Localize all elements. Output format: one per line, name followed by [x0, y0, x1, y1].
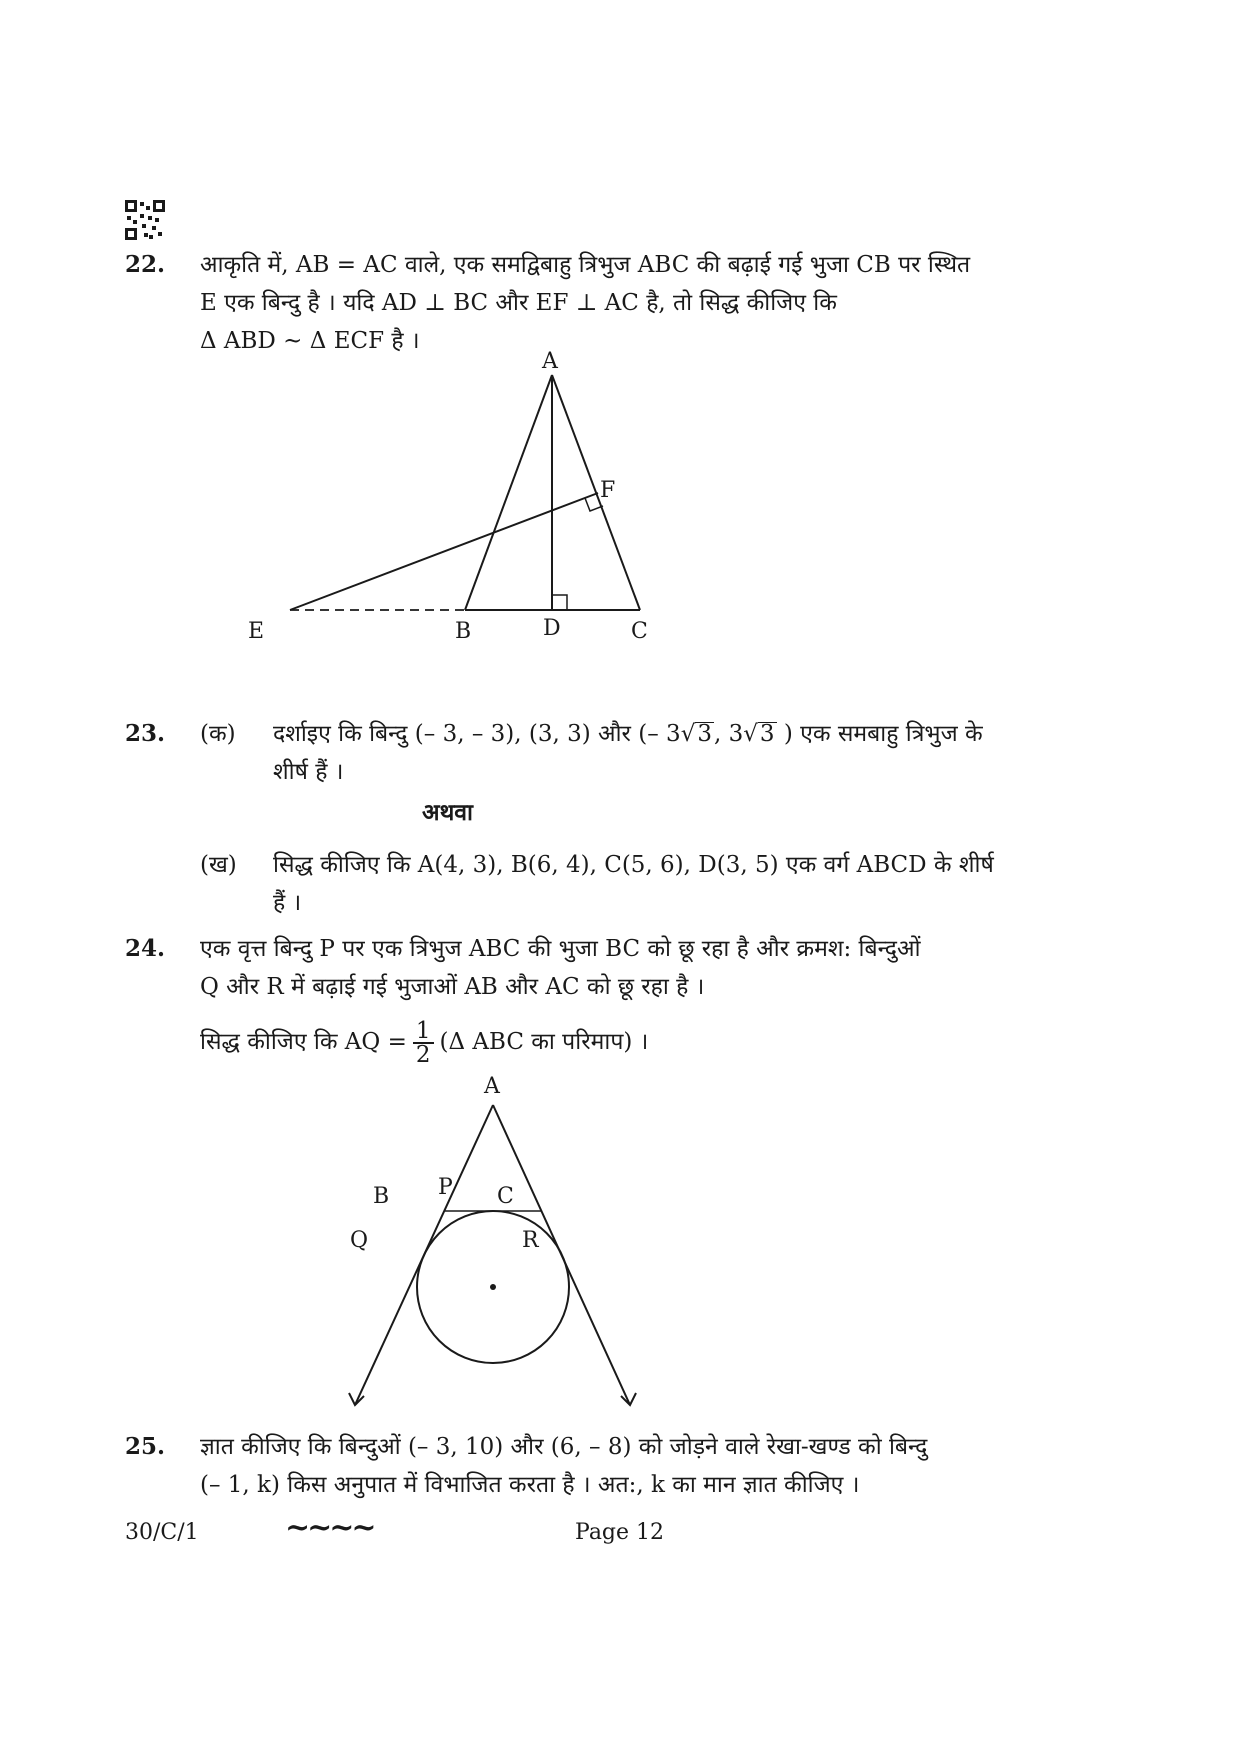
question-text — [200, 246, 1055, 360]
radicand: 3 — [759, 721, 775, 747]
question-line: सिद्ध कीजिए कि A(4, 3), B(6, 4), C(5, 6), D(3, 5) एक वर्ग ABCD के शीर्ष — [273, 852, 994, 878]
or-label: अथवा — [422, 799, 474, 826]
sub-label-kha: (ख) — [200, 852, 237, 878]
fraction-one-half — [413, 1020, 434, 1066]
tilde-decoration: ~~~~ — [285, 1510, 374, 1545]
question-line: Q और R में बढ़ाई गई भुजाओं AB और AC को छू रहा है । — [200, 974, 705, 1000]
arrow-head-left — [349, 1393, 364, 1405]
page-number: Page 12 — [575, 1520, 665, 1545]
circle-center-dot — [490, 1284, 496, 1290]
label-b: B — [373, 1184, 390, 1209]
question-number: 25. — [125, 1433, 166, 1460]
question-text — [200, 930, 1055, 1066]
question-number: 22. — [125, 251, 166, 278]
question-text — [273, 715, 1055, 791]
label-q: Q — [350, 1228, 369, 1253]
question-line: (– 1, k) किस अनुपात में विभाजित करता है । अत:, k का मान ज्ञात कीजिए । — [200, 1472, 860, 1498]
question-line: ज्ञात कीजिए कि बिन्दुओं (– 3, 10) और (6, – 8) को जोड़ने वाले रेखा-खण्ड को बिन्दु — [200, 1434, 928, 1460]
question-line: एक वृत्त बिन्दु P पर एक त्रिभुज ABC की भुजा BC को छू रहा है और क्रमश: बिन्दुओं — [200, 936, 921, 962]
label-e: E — [248, 619, 265, 644]
label-c: C — [497, 1184, 514, 1209]
question-line: हैं । — [273, 890, 302, 916]
text-fragment: (Δ ABC का परिमाप) । — [439, 1029, 649, 1055]
label-r: R — [522, 1228, 539, 1253]
label-a: A — [542, 349, 558, 374]
sqrt-sign: √ — [680, 721, 696, 747]
sub-label-ka: (क) — [200, 721, 236, 747]
sqrt-sign: √ — [743, 721, 758, 747]
label-f: F — [600, 478, 616, 503]
fraction-numerator: 1 — [413, 1020, 434, 1044]
or-separator — [422, 794, 473, 832]
label-b: B — [455, 619, 472, 644]
question-line: Δ ABD ~ Δ ECF है । — [200, 328, 420, 354]
paper-code: 30/C/1 — [125, 1520, 199, 1545]
question-text — [273, 846, 1055, 922]
right-angle-mark-d — [552, 595, 567, 610]
question-number: 24. — [125, 935, 166, 962]
question-line: आकृति में, AB = AC वाले, एक समद्विबाहु त्रिभुज ABC की बढ़ाई गई भुजा CB पर स्थित — [200, 252, 971, 278]
question-number: 23. — [125, 720, 166, 747]
arrow-head-right — [621, 1393, 636, 1405]
label-c: C — [631, 619, 648, 644]
question-line — [200, 1020, 1055, 1066]
text-fragment: सिद्ध कीजिए कि AQ = — [200, 1029, 407, 1055]
fraction-denominator: 2 — [415, 1042, 431, 1068]
text-fragment: ) एक समबाहु त्रिभुज के — [783, 721, 983, 747]
question-line — [273, 715, 1055, 753]
text-fragment: दर्शाइए कि बिन्दु (– 3, – 3), (3, 3) और (– 3 — [273, 721, 681, 747]
label-a: A — [484, 1074, 500, 1099]
radicand: 3 — [697, 721, 712, 747]
side-ac-line — [552, 375, 640, 610]
text-fragment: , 3 — [713, 721, 744, 747]
label-p: P — [438, 1175, 453, 1200]
side-ab-line — [465, 375, 552, 610]
question-text — [200, 1428, 1055, 1504]
circle-triangle-figure-q24 — [340, 1075, 660, 1415]
qr-code-icon — [125, 200, 165, 240]
question-line: शीर्ष हैं । — [273, 759, 344, 785]
triangle-figure-q22 — [248, 349, 750, 695]
question-line: E एक बिन्दु है । यदि AD ⊥ BC और EF ⊥ AC है, तो सिद्ध कीजिए कि — [200, 290, 837, 316]
label-d: D — [543, 616, 561, 641]
